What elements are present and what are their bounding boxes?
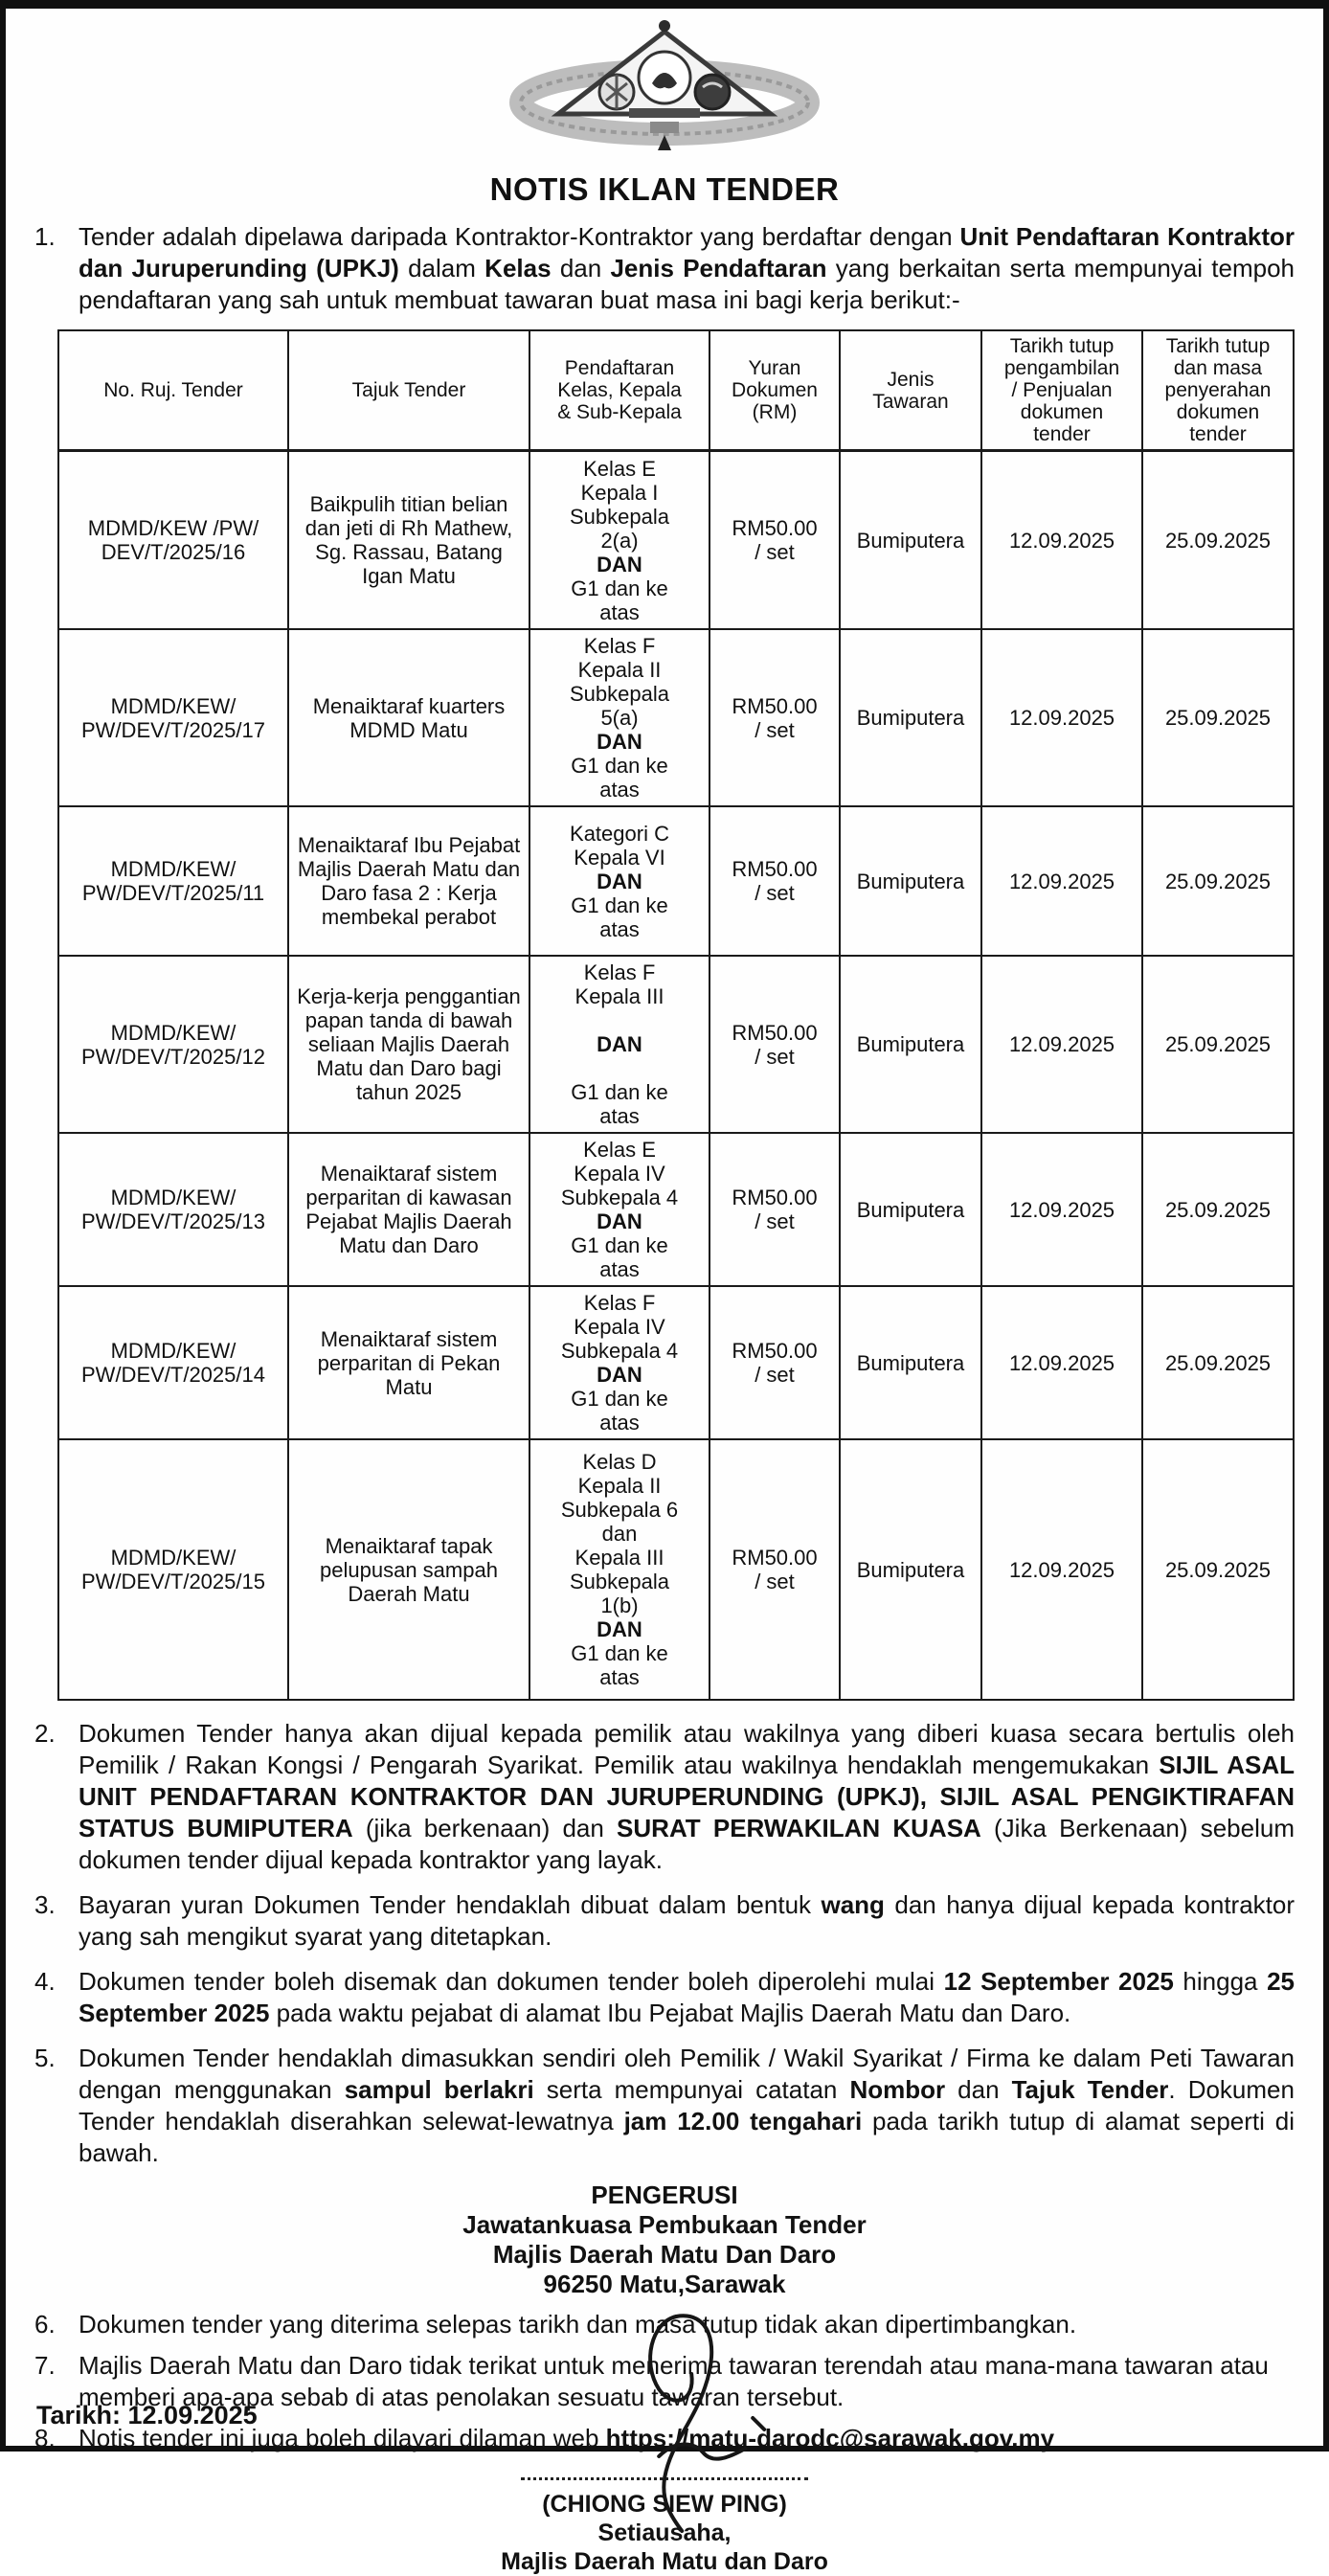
tender-type: Bumiputera (840, 806, 981, 956)
tender-class: Kelas F Kepala II Subkepala 5(a) DAN G1 dan ke atas (529, 629, 710, 806)
tender-class: Kelas F Kepala IV Subkepala 4 DAN G1 dan ke atas (529, 1286, 710, 1439)
tender-row-3 (58, 806, 1294, 956)
tender-ref: MDMD/KEW/ PW/DEV/T/2025/15 (58, 1439, 288, 1700)
tender-row-5 (58, 1133, 1294, 1286)
tender-ref: MDMD/KEW/ PW/DEV/T/2025/13 (58, 1133, 288, 1286)
tender-close-date: 25.09.2025 (1142, 806, 1294, 956)
tender-fee: RM50.00 / set (710, 1133, 840, 1286)
tender-ref: MDMD/KEW/ PW/DEV/T/2025/14 (58, 1286, 288, 1439)
paragraph-5-text: Dokumen Tender hendaklah dimasukkan sendiri oleh Pemilik / Wakil Syarikat / Firma ke dalam Peti Tawaran dengan menggunakan sampul berlakri serta mempunyai catatan Nombor dan Tajuk Tender. Dokumen Tender hendaklah diserahkan selewat-lewatnya jam 12.00 tengahari pada tarikh tutup di alamat seperti di bawah. (79, 2044, 1295, 2167)
tender-fee: RM50.00 / set (710, 956, 840, 1133)
paragraph-4-number: 4. (34, 1967, 56, 1996)
tender-class: Kelas F Kepala III DAN G1 dan ke atas (529, 956, 710, 1133)
paragraph-2-number: 2. (34, 1719, 56, 1748)
tender-close-date: 25.09.2025 (1142, 956, 1294, 1133)
signature-dotted-line (521, 2462, 808, 2480)
tender-class: Kelas E Kepala I Subkepala 2(a) DAN G1 dan ke atas (529, 451, 710, 630)
col-header-submission-close-date: Tarikh tutup dan masa penyerahan dokumen tender (1142, 330, 1294, 451)
tender-fee: RM50.00 / set (710, 629, 840, 806)
tender-fee: RM50.00 / set (710, 1439, 840, 1700)
tender-class: Kategori C Kepala VI DAN G1 dan ke atas (529, 806, 710, 956)
tender-type: Bumiputera (840, 956, 981, 1133)
tender-close-date: 25.09.2025 (1142, 451, 1294, 630)
paragraph-3-text: Bayaran yuran Dokumen Tender hendaklah dibuat dalam bentuk wang dan hanya dijual kepada kontraktor yang sah mengikut syarat yang ditetapkan. (79, 1890, 1295, 1951)
tender-close-date: 25.09.2025 (1142, 1286, 1294, 1439)
col-header-title: Tajuk Tender (288, 330, 529, 451)
tender-type: Bumiputera (840, 1286, 981, 1439)
tender-fee: RM50.00 / set (710, 806, 840, 956)
tender-title: Menaiktaraf Ibu Pejabat Majlis Daerah Matu dan Daro fasa 2 : Kerja membekal perabot (288, 806, 529, 956)
tender-open-date: 12.09.2025 (981, 1439, 1142, 1700)
signature-block (34, 2462, 1295, 2576)
committee-address-block: PENGERUSI Jawatankuasa Pembukaan Tender Majlis Daerah Matu Dan Daro 96250 Matu,Sarawak (462, 2181, 867, 2298)
tender-open-date: 12.09.2025 (981, 1133, 1142, 1286)
paragraph-3-number: 3. (34, 1890, 56, 1919)
signatory-organisation: Majlis Daerah Matu dan Daro (501, 2548, 828, 2575)
paragraph-2 (34, 1718, 1295, 1876)
tender-ref: MDMD/KEW/ PW/DEV/T/2025/12 (58, 956, 288, 1133)
tender-type: Bumiputera (840, 1133, 981, 1286)
col-header-type: Jenis Tawaran (840, 330, 981, 451)
tender-close-date: 25.09.2025 (1142, 1133, 1294, 1286)
tender-title: Menaiktaraf sistem perparitan di kawasan Pejabat Majlis Daerah Matu dan Daro (288, 1133, 529, 1286)
tender-ref: MDMD/KEW/ PW/DEV/T/2025/11 (58, 806, 288, 956)
paragraph-2-text: Dokumen Tender hanya akan dijual kepada pemilik atau wakilnya yang diberi kuasa secara bertulis oleh Pemilik / Rakan Kongsi / Pengarah Syarikat. Pemilik atau wakilnya hendaklah mengemukakan SIJIL ASAL UNIT PENDAFTARAN KONTRAKTOR DAN JURUPERUNDING (UPKJ), SIJIL ASAL PENGIKTIRAFAN STATUS BUMIPUTERA (jika berkenaan) dan SURAT PERWAKILAN KUASA (Jika Berkenaan) sebelum dokumen tender dijual kepada kontraktor yang layak. (79, 1719, 1295, 1874)
tender-title: Kerja-kerja penggantian papan tanda di bawah seliaan Majlis Daerah Matu dan Daro bagi tahun 2025 (288, 956, 529, 1133)
paragraph-4 (34, 1966, 1295, 2029)
paragraph-5-number: 5. (34, 2044, 56, 2072)
tender-title: Menaiktaraf tapak pelupusan sampah Daerah Matu (288, 1439, 529, 1700)
paragraph-7-text: Majlis Daerah Matu dan Daro tidak terikat untuk menerima tawaran terendah atau mana-mana tawaran atau memberi apa-apa sebab di atas penolakan sesuatu tawaran tersebut. (79, 2351, 1269, 2411)
paragraph-1-number: 1. (34, 222, 56, 251)
tender-title: Menaiktaraf kuarters MDMD Matu (288, 629, 529, 806)
col-header-sale-close-date: Tarikh tutup pengambilan / Penjualan dokumen tender (981, 330, 1142, 451)
tender-open-date: 12.09.2025 (981, 629, 1142, 806)
tender-table-header-row (58, 330, 1294, 451)
crest-emblem-graphic (507, 20, 822, 162)
paragraph-6 (34, 2309, 1295, 2340)
col-header-ref-no: No. Ruj. Tender (58, 330, 288, 451)
tender-row-1 (58, 451, 1294, 630)
tender-class: Kelas D Kepala II Subkepala 6 dan Kepala III Subkepala 1(b) DAN G1 dan ke atas (529, 1439, 710, 1700)
paragraph-4-text: Dokumen tender boleh disemak dan dokumen tender boleh diperolehi mulai 12 September 2025 hingga 25 September 2025 pada waktu pejabat di alamat Ibu Pejabat Majlis Daerah Matu dan Daro. (79, 1967, 1295, 2027)
tender-close-date: 25.09.2025 (1142, 1439, 1294, 1700)
tender-type: Bumiputera (840, 1439, 981, 1700)
tender-row-2 (58, 629, 1294, 806)
col-header-registration: Pendaftaran Kelas, Kepala & Sub-Kepala (529, 330, 710, 451)
paragraph-1-text: Tender adalah dipelawa daripada Kontraktor-Kontraktor yang berdaftar dengan Unit Pendaftaran Kontraktor dan Juruperunding (UPKJ) dalam Kelas dan Jenis Pendaftaran yang berkaitan serta mempunyai tempoh pendaftaran yang sah untuk membuat tawaran buat masa ini bagi kerja berikut:- (79, 222, 1295, 314)
tender-open-date: 12.09.2025 (981, 1286, 1142, 1439)
col-header-fee: Yuran Dokumen (RM) (710, 330, 840, 451)
tender-type: Bumiputera (840, 629, 981, 806)
tender-open-date: 12.09.2025 (981, 956, 1142, 1133)
paragraph-8-number: 8. (34, 2424, 56, 2452)
tender-row-7 (58, 1439, 1294, 1700)
tender-title: Baikpulih titian belian dan jeti di Rh Mathew, Sg. Rassau, Batang Igan Matu (288, 451, 529, 630)
paragraph-6-number: 6. (34, 2310, 56, 2339)
tender-fee: RM50.00 / set (710, 1286, 840, 1439)
tender-ref: MDMD/KEW /PW/ DEV/T/2025/16 (58, 451, 288, 630)
notice-date: Tarikh: 12.09.2025 (36, 2401, 258, 2429)
tender-row-6 (58, 1286, 1294, 1439)
page-title: NOTIS IKLAN TENDER (489, 171, 840, 207)
signatory-name: (CHIONG SIEW PING) (542, 2491, 787, 2518)
paragraph-3 (34, 1889, 1295, 1953)
tender-ref: MDMD/KEW/ PW/DEV/T/2025/17 (58, 629, 288, 806)
tender-title: Menaiktaraf sistem perparitan di Pekan Matu (288, 1286, 529, 1439)
signatory-role: Setiausaha, (597, 2520, 732, 2546)
tender-table (57, 329, 1295, 1701)
tender-fee: RM50.00 / set (710, 451, 840, 630)
paragraph-6-text: Dokumen tender yang diterima selepas tarikh dan masa tutup tidak akan dipertimbangkan. (79, 2310, 1077, 2339)
paragraph-1 (34, 221, 1295, 316)
council-crest-logo (34, 20, 1295, 164)
tender-open-date: 12.09.2025 (981, 451, 1142, 630)
tender-row-4 (58, 956, 1294, 1133)
paragraph-8-text: Notis tender ini juga boleh dilayari dilaman web https://matu-darodc@sarawak.gov.my (79, 2424, 1055, 2452)
paragraph-7-number: 7. (34, 2351, 56, 2380)
paragraph-5 (34, 2043, 1295, 2169)
tender-class: Kelas E Kepala IV Subkepala 4 DAN G1 dan ke atas (529, 1133, 710, 1286)
tender-type: Bumiputera (840, 451, 981, 630)
tender-close-date: 25.09.2025 (1142, 629, 1294, 806)
tender-open-date: 12.09.2025 (981, 806, 1142, 956)
